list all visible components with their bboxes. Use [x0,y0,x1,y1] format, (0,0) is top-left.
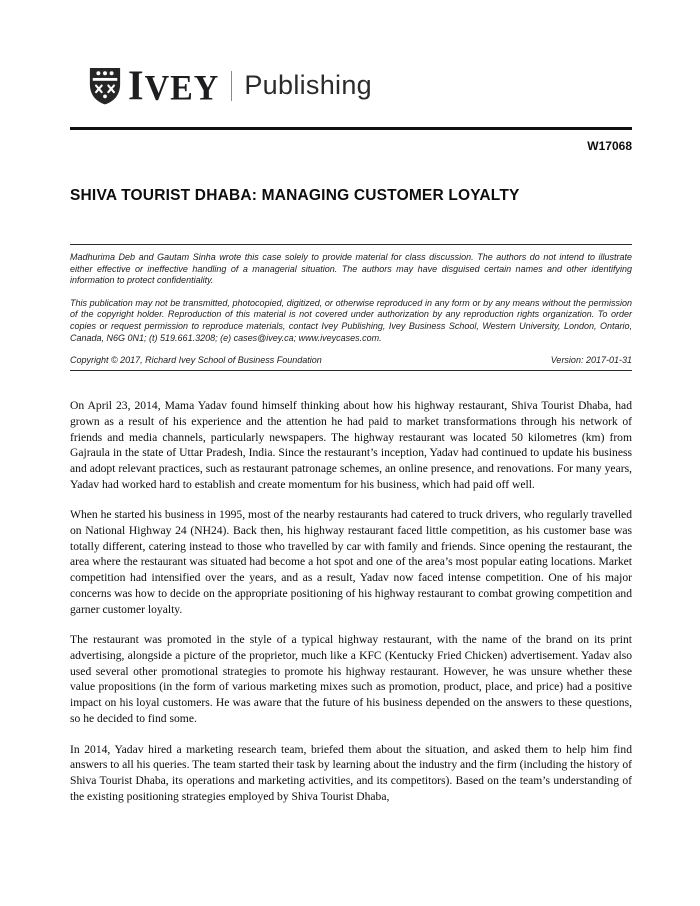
copyright-line: Copyright © 2017, Richard Ivey School of Business Foundation [70,355,322,366]
body-paragraph: The restaurant was promoted in the style of a typical highway restaurant, with the name of the brand on its print advertising, alongside a picture of the proprietor, much like a KFC (Kentucky Fried Chicken) advertisement. Yadav also used several other promotional strategies to promote his highway restaurant. However, he was unsure whether these value propositions (in the form of various marketing mixes such as promotion, product, place, and price) had a positive impact on his loyal customers. He was aware that the future of his business depended on the answers to these questions, so he decided to find some. [70,633,632,725]
reproduction-notice: This publication may not be transmitted, photocopied, digitized, or otherwise reproduced in any form or by any means without the permission of the copyright holder. Reproduction of this material is not covered under authorization by any reproduction rights organization. To order copies or request permission to reproduce materials, contact Ivey Publishing, Ivey Business School, Western University, London, Ontario, Canada, N6G 0N1; (t) 519.661.3208; (e) cases@ivey.ca; www.iveycases.com. [70,297,632,343]
case-body [70,398,632,804]
version-label: Version: 2017-01-31 [550,355,632,366]
publishing-label: Publishing [244,69,372,100]
ivey-logo-text: IVEY [128,61,220,110]
case-title: SHIVA TOURIST DHABA: MANAGING CUSTOMER LOYALTY [70,187,520,204]
body-paragraph: On April 23, 2014, Mama Yadav found himself thinking about how his highway restaurant, Shiva Tourist Dhaba, had grown as a result of his experience and the attention he had paid to market transformations through his network of friends and media channels, particularly newspapers. The highway restaurant was located 50 kilometres (km) from Gajraula in the state of Uttar Pradesh, India. Since the restaurant’s inception, Yadav had continued to update his business and adopt relevant practices, such as restaurant patronage schemes, an online presence, and renovations. For many years, Yadav had worked hard to establish and create momentum for his business, which had paid off well. [70,399,632,491]
disclaimer-top-rule [70,244,632,245]
copyright-row [70,355,632,371]
publisher-masthead [88,61,632,110]
body-paragraph: In 2014, Yadav hired a marketing research team, briefed them about the situation, and asked them to help him find answers to all his queries. The team started their task by learning about the industry and the firm (including the history of Shiva Tourist Dhaba, its operations and marketing activities, and its competitors). Based on the team’s understanding of the existing positioning strategies employed by Shiva Tourist Dhaba, [70,742,632,803]
body-paragraph: When he started his business in 1995, most of the nearby restaurants had catered to truck drivers, who regularly travelled on National Highway 24 (NH24). Back then, his highway restaurant faced little competition, as his customer base was totally different, catering instead to those who travelled by car with family and friends. Since opening the restaurant, the area where the restaurant was situated had become a hot spot and one of the area’s most popular eating locations. Market competition had intensified over the years, and as a result, Yadav now faced intense competition. One of his major concerns was how to decide on the appropriate positioning of his highway restaurant to combat growing competition and garner customer loyalty. [70,508,632,616]
ivey-crest-shield-icon [88,67,122,105]
authors-note: Madhurima Deb and Gautam Sinha wrote this case solely to provide material for class discussion. The authors do not intend to illustrate either effective or ineffective handling of a managerial situation. The authors may have disguised certain names and other identifying information to protect confidentiality. [70,252,632,286]
document-code: W17068 [587,139,632,153]
logo-divider [231,71,232,101]
header-rule [70,127,632,130]
